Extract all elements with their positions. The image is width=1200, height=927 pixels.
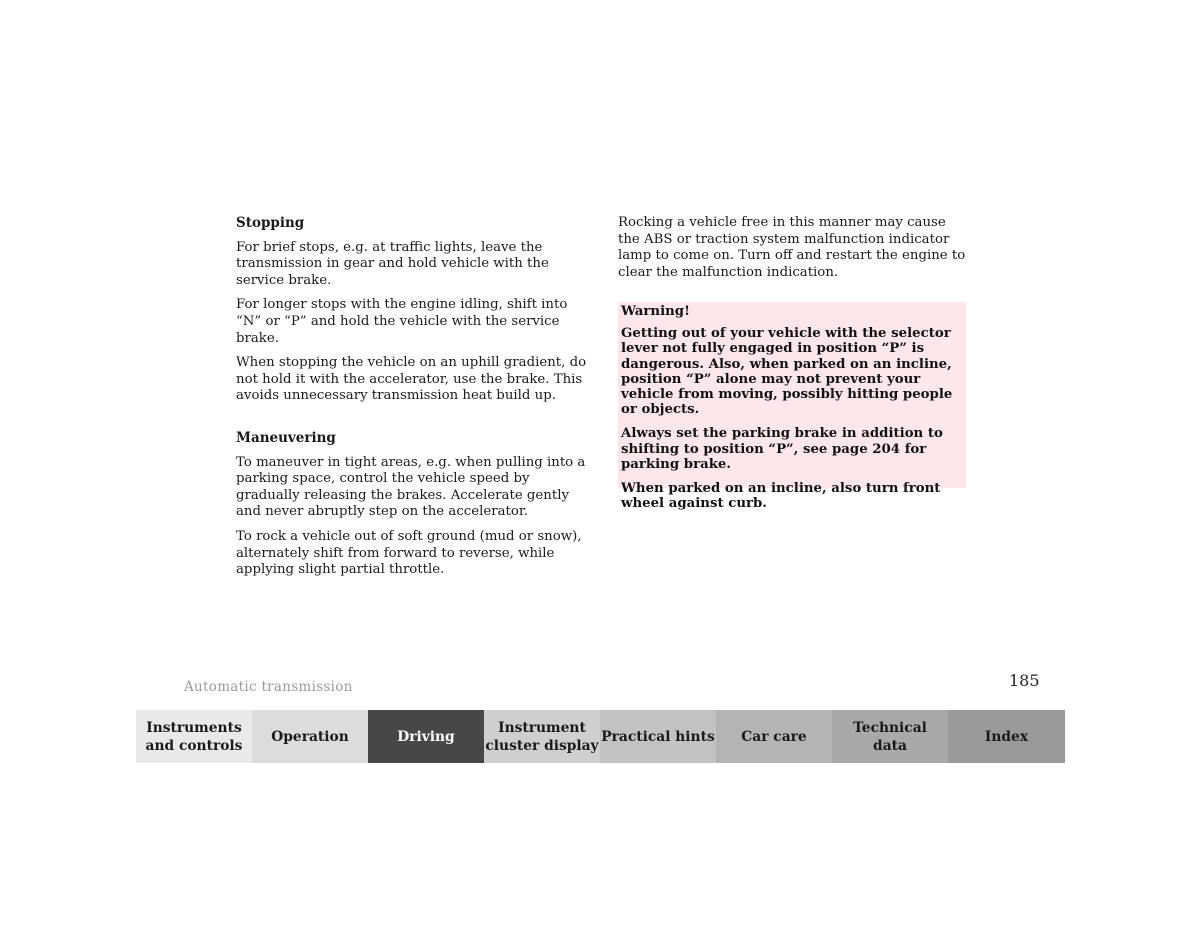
warning-paragraph-1: Getting out of your vehicle with the selector lever not fully engaged in position “P” is dangerous. Also, when parked on an incline, position “P” alone may not prevent your vehicle from moving, possibly hitting people or objects. [621,326,953,418]
maneuvering-paragraph-2: To rock a vehicle out of soft ground (mud or snow), alternately shift from forward to reverse, while applying slight partial throttle. [236,528,582,578]
page-number: 185 [1009,671,1040,690]
tab-driving[interactable] [368,710,484,763]
tab-practical-hints[interactable] [600,710,716,763]
rocking-paragraph: Rocking a vehicle free in this manner may cause the ABS or traction system malfunction indicator lamp to come on. Turn off and restart the engine to clear the malfunction indication. [618,215,966,280]
right-column [618,215,968,289]
tab-label: Index [984,728,1029,745]
warning-title: Warning! [621,304,690,319]
stopping-paragraph-2: For longer stops with the engine idling, shift into “N” or “P” and hold the vehicle with the service brake. [236,297,568,346]
tab-instruments-and-controls[interactable] [136,710,252,763]
tab-label-line-2: and controls [145,737,243,754]
tab-label: Driving [397,728,455,745]
tab-operation[interactable] [252,710,368,763]
section-label: Automatic transmission [184,679,353,695]
stopping-paragraph-1: For brief stops, e.g. at traffic lights, leave the transmission in gear and hold vehicle with the service brake. [236,239,549,288]
maneuvering-paragraph-1: To maneuver in tight areas, e.g. when pulling into a parking space, control the vehicle speed by gradually releasing the brakes. Accelerate gently and never abruptly step on the accelerator. [236,454,586,520]
tab-index[interactable] [948,710,1065,763]
tab-label-line-1: Instruments [146,719,242,736]
tab-instrument-cluster-display[interactable] [484,710,600,763]
tab-label [146,719,243,755]
stopping-paragraph-3: When stopping the vehicle on an uphill gradient, do not hold it with the accelerator, use the brake. This avoids unnecessary transmission heat build up. [236,355,587,404]
tab-technical-data[interactable] [832,710,948,763]
tab-label [853,719,927,755]
warning-paragraph-2: Always set the parking brake in addition to shifting to position “P”, see page 204 for parking brake. [621,426,943,472]
tab-label-line-1: Instrument [498,719,586,736]
chapter-nav [136,710,1065,763]
tab-label: Car care [741,728,807,745]
tab-label: Practical hints [601,728,715,745]
tab-label-line-1: Technical [853,719,927,736]
tab-label [485,719,598,755]
warning-paragraph-3: When parked on an incline, also turn front wheel against curb. [621,481,941,512]
tab-car-care[interactable] [716,710,832,763]
maneuvering-heading: Maneuvering [236,429,336,446]
stopping-heading: Stopping [236,215,305,231]
tab-label: Operation [271,728,349,745]
left-column [236,215,588,587]
tab-label-line-2: cluster display [485,737,599,754]
tab-label-line-2: data [873,737,907,754]
warning-box [618,302,966,512]
